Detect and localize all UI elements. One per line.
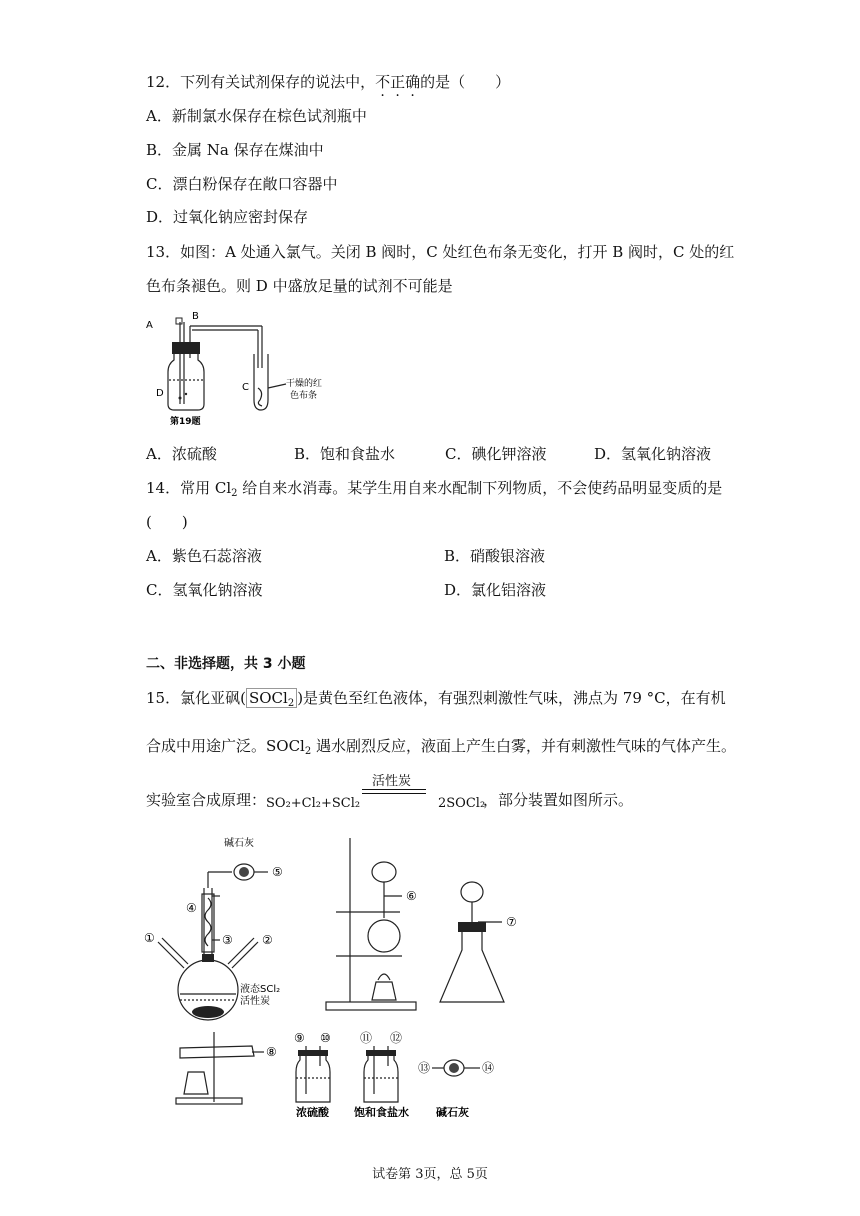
figure-label-c: C	[242, 382, 249, 393]
q14-option-d: D．氯化铝溶液	[444, 581, 547, 599]
q15-equation-right: 2SOCl₂	[438, 796, 486, 811]
marker-6: ⑥	[406, 889, 417, 903]
q12-stem: 12．下列有关试剂保存的说法中，不正确的是（ ）	[146, 73, 511, 91]
label-brine: 饱和食盐水	[354, 1106, 409, 1117]
q14-option-a: A．紫色石蕊溶液	[146, 547, 262, 565]
q13-option-c: C．碘化钾溶液	[445, 445, 547, 463]
label-activated-carbon: 活性炭	[240, 996, 270, 1007]
q15-formula-box: SOCl$_2$	[246, 688, 297, 708]
figure-caption: 第19题	[170, 417, 201, 427]
q15-equation-condition: 活性炭	[372, 774, 412, 789]
section-heading: 二、非选择题，共 3 小题	[146, 656, 306, 672]
marker-14: ⑭	[482, 1061, 495, 1075]
q13-stem-line2: 色布条褪色。则 D 中盛放足量的试剂不可能是	[146, 277, 453, 295]
label-soda-lime: 碱石灰	[436, 1106, 469, 1117]
label-liquid-scl2: 液态SCl₂	[240, 984, 281, 995]
q15-line3-prefix: 实验室合成原理：	[146, 791, 267, 809]
q12-option-b: B．金属 Na 保存在煤油中	[146, 141, 324, 159]
q14-stem-line2: ( )	[146, 513, 188, 531]
label-soda-lime-top: 碱石灰	[224, 838, 254, 849]
q12-option-d: D．过氧化钠应密封保存	[146, 208, 309, 226]
q14-option-b: B．硝酸银溶液	[444, 547, 546, 565]
q15-line3-suffix: ，部分装置如图所示。	[483, 791, 634, 809]
figure-label-a: A	[146, 320, 153, 331]
marker-12: ⑫	[390, 1031, 403, 1045]
marker-3: ③	[222, 933, 233, 947]
figure-cloth-label-1: 干燥的红	[286, 379, 323, 389]
q15-line1: 15．氯化亚砜( SOCl$_2$ )是黄色至红色液体，有强烈刺激性气味，沸点为 79 °C，在有机	[146, 689, 726, 709]
q12-option-c: C．漂白粉保存在敞口容器中	[146, 175, 338, 193]
q15-apparatus-figure	[140, 832, 540, 1117]
marker-5: ⑤	[272, 865, 283, 879]
q13-option-a: A．浓硫酸	[146, 445, 217, 463]
q15-equation-left: SO₂+Cl₂+SCl₂	[266, 796, 361, 811]
figure-cloth-label-2: 色布条	[290, 391, 318, 401]
marker-4: ④	[186, 901, 197, 915]
marker-2: ②	[262, 933, 273, 947]
marker-8: ⑧	[266, 1045, 277, 1059]
page-footer: 试卷第 3页，总 5页	[372, 1167, 488, 1182]
q15-equation-arrow	[362, 789, 426, 794]
marker-1: ①	[144, 931, 155, 945]
q14-stem-line1: 14．常用 $Cl_2$ 给自来水消毒。某学生用自来水配制下列物质，不会使药品明显变质的是	[146, 479, 723, 499]
q15-line2: 合成中用途广泛。SOCl$_2$ 遇水剧烈反应，液面上产生白雾，并有刺激性气味的气体产生。	[146, 737, 737, 757]
figure-label-d: D	[156, 388, 164, 399]
q12-option-a: A．新制氯水保存在棕色试剂瓶中	[146, 107, 367, 125]
q13-option-d: D．氢氧化钠溶液	[594, 445, 712, 463]
marker-13: ⑬	[418, 1061, 431, 1075]
figure-label-b: B	[192, 311, 199, 322]
label-conc-acid: 浓硫酸	[296, 1106, 329, 1117]
q13-stem-line1: 13．如图：A 处通入氯气。关闭 B 阀时，C 处红色布条无变化，打开 B 阀时，C 处的红	[146, 243, 735, 261]
marker-11: ⑪	[360, 1031, 373, 1045]
q13-option-b: B．饱和食盐水	[294, 445, 396, 463]
marker-9: ⑨	[294, 1031, 305, 1045]
marker-7: ⑦	[506, 915, 517, 929]
marker-10: ⑩	[320, 1031, 331, 1045]
q14-option-c: C．氢氧化钠溶液	[146, 581, 263, 599]
q13-apparatus-figure	[140, 308, 380, 430]
